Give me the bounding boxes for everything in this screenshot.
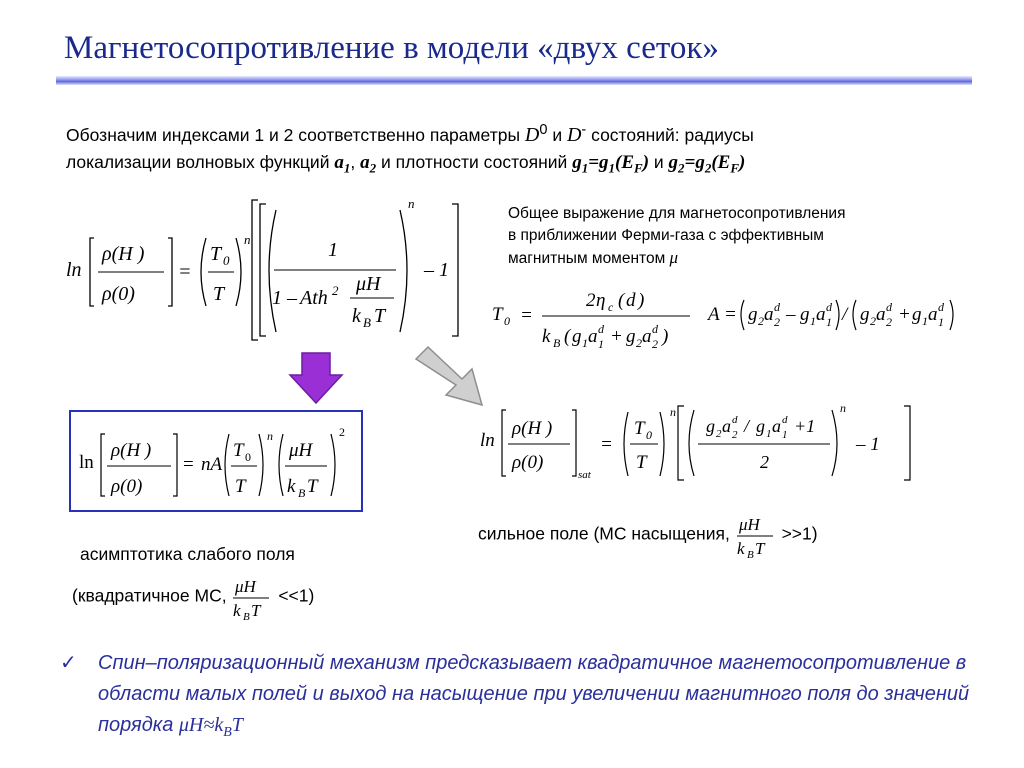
svg-text:2: 2 bbox=[870, 314, 876, 328]
svg-text:=: = bbox=[178, 261, 192, 283]
desc-line1: Общее выражение для магнетосопротивления bbox=[508, 205, 846, 222]
svg-text:1: 1 bbox=[810, 314, 816, 328]
slide-title: Магнетосопротивление в модели «двух сеток» bbox=[64, 30, 719, 66]
svg-text:– 1: – 1 bbox=[424, 259, 449, 281]
svg-text:+: + bbox=[610, 326, 623, 347]
svg-text:2: 2 bbox=[652, 337, 658, 351]
svg-text:T: T bbox=[636, 452, 647, 473]
svg-text:k: k bbox=[287, 476, 296, 497]
check-icon: ✓ bbox=[60, 652, 77, 674]
svg-text:1 –: 1 – bbox=[272, 287, 297, 309]
svg-text:(: ( bbox=[564, 326, 571, 347]
svg-text:g: g bbox=[572, 326, 582, 347]
svg-text:a: a bbox=[764, 304, 774, 325]
svg-text:/: / bbox=[744, 416, 750, 436]
down-arrow-icon bbox=[288, 351, 344, 405]
svg-text:d: d bbox=[652, 322, 658, 336]
d0-sup: 0 bbox=[539, 122, 548, 138]
svg-text:d: d bbox=[732, 414, 738, 426]
a1-sub: 1 bbox=[343, 160, 351, 176]
svg-text:k: k bbox=[736, 539, 745, 558]
svg-text:n: n bbox=[408, 196, 415, 211]
svg-text:ρ(H ): ρ(H ) bbox=[111, 440, 152, 461]
conclusion-formula-sub: B bbox=[223, 725, 232, 740]
svg-text:0: 0 bbox=[245, 450, 251, 464]
svg-text:n: n bbox=[670, 405, 676, 419]
svg-text:k: k bbox=[542, 326, 551, 347]
svg-text:d: d bbox=[826, 300, 832, 314]
svg-text:a: a bbox=[642, 326, 652, 347]
svg-text:A: A bbox=[708, 304, 720, 325]
g2-close: ) bbox=[739, 151, 746, 173]
desc-line3 bbox=[508, 247, 968, 270]
svg-text:T: T bbox=[210, 243, 222, 265]
g2-eq: =g bbox=[684, 151, 705, 173]
svg-text:(: ( bbox=[618, 290, 625, 311]
svg-text:2: 2 bbox=[774, 315, 780, 329]
svg-text:T: T bbox=[235, 476, 246, 497]
dminus-symbol: D bbox=[566, 123, 582, 146]
svg-text:1: 1 bbox=[598, 337, 604, 351]
g2-sub2: 2 bbox=[704, 160, 712, 176]
svg-text:T: T bbox=[754, 539, 765, 558]
general-description bbox=[508, 203, 968, 270]
svg-text:1: 1 bbox=[922, 314, 928, 328]
svg-text:n: n bbox=[840, 402, 846, 415]
strong-field-end: >>1) bbox=[781, 523, 818, 544]
intro-line2: локализации волновых функций bbox=[66, 151, 335, 172]
svg-text:B: B bbox=[746, 549, 754, 560]
g2-arg: (E bbox=[711, 151, 731, 173]
svg-text:=: = bbox=[600, 434, 613, 455]
diagonal-arrow-icon bbox=[412, 343, 486, 409]
g1-close: ) bbox=[642, 151, 650, 173]
svg-text:1: 1 bbox=[328, 239, 338, 261]
svg-text:2: 2 bbox=[886, 315, 892, 329]
svg-text:sat: sat bbox=[578, 469, 591, 481]
weak-field-title: асимптотика слабого поля bbox=[80, 544, 295, 564]
svg-text:ρ(H ): ρ(H ) bbox=[512, 418, 553, 439]
intro-line1: Обозначим индексами 1 и 2 соответственно параметры bbox=[66, 124, 525, 145]
title-underline bbox=[56, 76, 972, 85]
svg-text:B: B bbox=[553, 336, 561, 350]
g1-sub: 1 bbox=[581, 160, 589, 176]
svg-text:Ath: Ath bbox=[300, 287, 328, 309]
svg-text:μH: μH bbox=[235, 577, 257, 596]
svg-text:d: d bbox=[886, 300, 892, 314]
intro-text bbox=[66, 117, 966, 181]
svg-text:g: g bbox=[706, 416, 715, 436]
svg-text:+1: +1 bbox=[794, 416, 816, 436]
svg-text:B: B bbox=[298, 486, 306, 500]
svg-text:a: a bbox=[876, 304, 886, 325]
muH-over-kBT-weak bbox=[231, 572, 273, 622]
svg-text:μH: μH bbox=[356, 273, 381, 295]
conclusion-body: Спин–поляризационный механизм предсказывает квадратичное магнетосопротивление в области малых полей и выход на насыщение при увеличении магнитного поля до значений порядка bbox=[98, 652, 970, 736]
svg-text:ρ(0): ρ(0) bbox=[111, 476, 143, 497]
svg-text:n: n bbox=[267, 429, 273, 443]
svg-text:+: + bbox=[898, 304, 911, 325]
svg-text:–: – bbox=[786, 304, 796, 325]
and-text-2: и bbox=[649, 151, 669, 172]
conclusion-formula-end: T bbox=[231, 714, 243, 736]
t0-formula bbox=[490, 284, 700, 354]
g2-sub: 2 bbox=[678, 160, 685, 176]
svg-text:2: 2 bbox=[760, 452, 769, 472]
desc-line3-text: магнитным моментом bbox=[508, 250, 670, 267]
svg-text:): ) bbox=[638, 290, 645, 311]
svg-text:c: c bbox=[608, 300, 614, 314]
strong-field-text: сильное поле (МС насыщения, bbox=[478, 523, 735, 544]
svg-text:d: d bbox=[626, 290, 636, 311]
g1-ef: F bbox=[634, 160, 643, 176]
g1-sub2: 1 bbox=[608, 160, 616, 176]
svg-text:a: a bbox=[816, 304, 826, 325]
svg-text:g: g bbox=[912, 304, 922, 325]
svg-text:=: = bbox=[520, 305, 533, 326]
svg-text:g: g bbox=[626, 326, 636, 347]
svg-text:a: a bbox=[772, 416, 781, 436]
svg-text:k: k bbox=[352, 305, 361, 327]
svg-text:d: d bbox=[938, 300, 944, 314]
svg-text:g: g bbox=[756, 416, 765, 436]
svg-text:T: T bbox=[374, 305, 386, 327]
a-formula bbox=[704, 292, 976, 336]
svg-text:μH: μH bbox=[289, 440, 313, 461]
svg-text:T: T bbox=[233, 440, 244, 461]
svg-text:k: k bbox=[233, 601, 241, 620]
and-text: и bbox=[547, 124, 567, 145]
svg-text:T: T bbox=[307, 476, 318, 497]
svg-text:g: g bbox=[748, 304, 758, 325]
svg-text:1: 1 bbox=[766, 428, 772, 440]
dminus-sup: - bbox=[581, 122, 587, 138]
comma: , bbox=[350, 151, 361, 172]
svg-text:0: 0 bbox=[223, 253, 230, 268]
intro-line2-mid: и плотности состояний bbox=[376, 151, 573, 172]
svg-text:1: 1 bbox=[782, 429, 788, 441]
svg-text:μH: μH bbox=[738, 515, 760, 534]
d0-symbol: D bbox=[524, 123, 540, 146]
svg-text:T: T bbox=[492, 304, 503, 325]
svg-text:η: η bbox=[596, 290, 606, 311]
svg-text:/: / bbox=[842, 304, 848, 325]
a1-symbol: a bbox=[334, 151, 344, 173]
weak-field-formula bbox=[77, 420, 357, 504]
svg-text:): ) bbox=[662, 326, 669, 347]
g2-ef: F bbox=[730, 160, 740, 176]
g1-eq: =g bbox=[588, 151, 609, 173]
svg-text:2: 2 bbox=[332, 283, 339, 298]
desc-line2: в приближении Ферми-газа с эффективным bbox=[508, 227, 824, 244]
a2-symbol: a bbox=[360, 151, 370, 173]
svg-text:T: T bbox=[213, 283, 225, 305]
svg-text:n: n bbox=[244, 232, 251, 247]
svg-text:2: 2 bbox=[758, 314, 764, 328]
saturation-formula bbox=[480, 402, 912, 484]
svg-text:0: 0 bbox=[646, 428, 652, 442]
weak-field-end: <<1) bbox=[278, 585, 315, 606]
svg-text:=: = bbox=[724, 304, 737, 325]
svg-text:a: a bbox=[722, 416, 731, 436]
svg-text:0: 0 bbox=[504, 314, 510, 328]
svg-text:d: d bbox=[598, 322, 604, 336]
muH-over-kBT bbox=[735, 510, 777, 560]
weak-field-box bbox=[69, 410, 363, 512]
svg-text:g: g bbox=[800, 304, 810, 325]
svg-text:2: 2 bbox=[636, 336, 642, 350]
svg-text:T: T bbox=[251, 601, 261, 620]
svg-text:2: 2 bbox=[339, 425, 345, 439]
svg-text:2: 2 bbox=[586, 290, 596, 311]
intro-line1-end: состояний: радиусы bbox=[586, 124, 754, 145]
svg-text:ρ(H ): ρ(H ) bbox=[102, 243, 145, 265]
weak-field-caption bbox=[72, 572, 314, 622]
svg-text:=: = bbox=[183, 454, 194, 475]
conclusion-formula: μH≈k bbox=[178, 714, 224, 736]
svg-text:2: 2 bbox=[716, 428, 722, 440]
svg-text:1: 1 bbox=[826, 315, 832, 329]
svg-text:g: g bbox=[860, 304, 870, 325]
svg-text:– 1: – 1 bbox=[856, 434, 880, 455]
svg-text:T: T bbox=[634, 418, 645, 439]
g2-symbol: g bbox=[668, 151, 679, 173]
g1-symbol: g bbox=[572, 151, 582, 173]
svg-text:1: 1 bbox=[938, 315, 944, 329]
svg-text:d: d bbox=[774, 300, 780, 314]
svg-text:d: d bbox=[782, 414, 788, 426]
svg-text:nA: nA bbox=[201, 454, 223, 475]
a2-sub: 2 bbox=[369, 160, 377, 176]
g1-arg: (E bbox=[615, 151, 635, 173]
weak-field-text: (квадратичное МС, bbox=[72, 585, 232, 606]
svg-text:B: B bbox=[243, 611, 251, 622]
mu-symbol: μ bbox=[669, 248, 679, 267]
svg-text:ln: ln bbox=[79, 452, 94, 473]
svg-text:ln: ln bbox=[480, 430, 495, 451]
svg-text:ρ(0): ρ(0) bbox=[102, 283, 135, 305]
svg-text:a: a bbox=[588, 326, 598, 347]
main-formula bbox=[62, 196, 462, 346]
svg-text:2: 2 bbox=[732, 429, 738, 441]
svg-text:B: B bbox=[363, 315, 371, 330]
svg-text:1: 1 bbox=[582, 336, 588, 350]
svg-text:ρ(0): ρ(0) bbox=[512, 452, 544, 473]
svg-text:ln: ln bbox=[66, 259, 82, 281]
conclusion-text bbox=[98, 648, 988, 748]
strong-field-caption bbox=[478, 510, 818, 560]
svg-text:a: a bbox=[928, 304, 938, 325]
